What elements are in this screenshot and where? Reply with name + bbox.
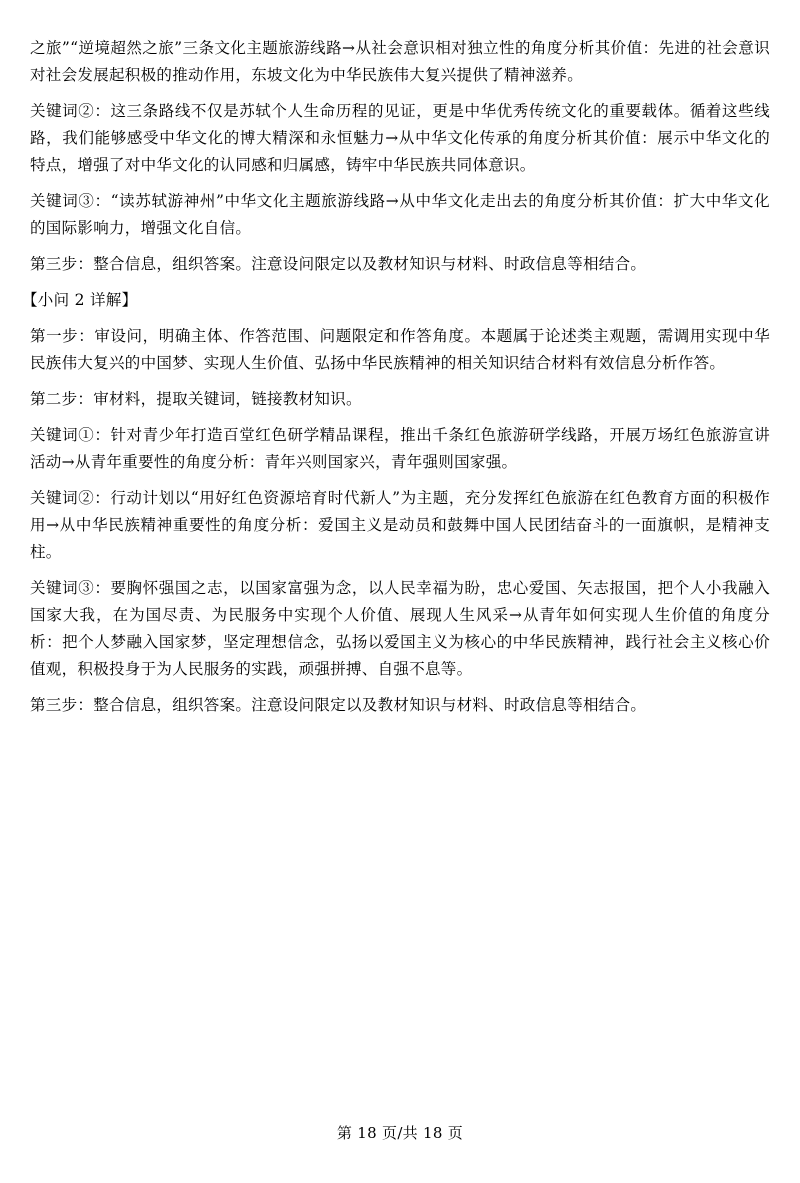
paragraph-keyword-3-life-value: 关键词③：要胸怀强国之志，以国家富强为念，以人民幸福为盼，忠心爱国、矢志报国，把个人小我融入国家大我，在为国尽责、为民服务中实现个人价值、展现人生风采→从青年如何实现人生价值的角度分析：把个人梦融入国家梦，坚定理想信念，弘扬以爱国主义为核心的中华民族精神，践行社会主义核心价值观，积极投身于为人民服务的实践，顽强拼搏、自强不息等。 (30, 579, 770, 678)
paragraph-keyword-1-youth: 关键词①：针对青少年打造百堂红色研学精品课程，推出千条红色旅游研学线路，开展万场红色旅游宣讲活动→从青年重要性的角度分析：青年兴则国家兴，青年强则国家强。 (30, 426, 770, 471)
paragraph-step-3-q2: 第三步：整合信息，组织答案。注意设问限定以及教材知识与材料、时政信息等相结合。 (30, 696, 647, 714)
paragraph-keyword-2-culture-heritage: 关键词②：这三条路线不仅是苏轼个人生命历程的见证，更是中华优秀传统文化的重要载体。循着这些线路，我们能够感受中华文化的博大精深和永恒魅力→从中华文化传承的角度分析其价值：展示中华文化的特点，增强了对中华文化的认同感和归属感，铸牢中华民族共同体意识。 (30, 102, 770, 174)
paragraph-keyword-3-culture-going-out: 关键词③：“读苏轼游神州”中华文化主题旅游线路→从中华文化走出去的角度分析其价值：扩大中华文化的国际影响力，增强文化自信。 (30, 192, 770, 237)
paragraph-step-1-q2: 第一步：审设问，明确主体、作答范围、问题限定和作答角度。本题属于论述类主观题，需调用实现中华民族伟大复兴的中国梦、实现人生价值、弘扬中华民族精神的相关知识结合材料有效信息分析作答。 (30, 327, 770, 372)
paragraph-step-3-q1: 第三步：整合信息，组织答案。注意设问限定以及教材知识与材料、时政信息等相结合。 (30, 255, 647, 273)
page-number-footer: 第 18 页/共 18 页 (336, 1124, 464, 1142)
paragraph-keyword-2-national-spirit: 关键词②：行动计划以“用好红色资源培育时代新人”为主题，充分发挥红色旅游在红色教育方面的积极作用→从中华民族精神重要性的角度分析：爱国主义是动员和鼓舞中国人民团结奋斗的一面旗帜，是精神支柱。 (30, 489, 770, 561)
paragraph-social-consciousness: 之旅”“逆境超然之旅”三条文化主题旅游线路→从社会意识相对独立性的角度分析其价值：先进的社会意识对社会发展起积极的推动作用，东坡文化为中华民族伟大复兴提供了精神滋养。 (30, 39, 770, 84)
paragraph-step-2-q2: 第二步：审材料，提取关键词，链接教材知识。 (30, 390, 362, 408)
section-heading-question-2: 【小问 2 详解】 (22, 291, 138, 309)
